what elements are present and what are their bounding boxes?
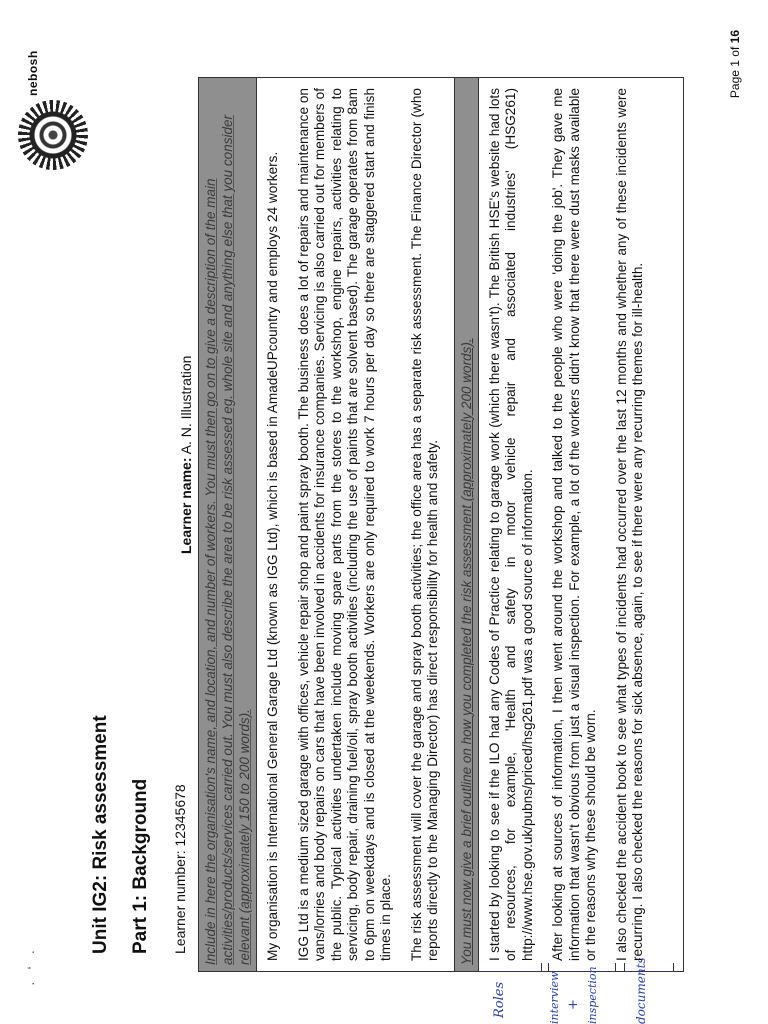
logo-globe-icon	[18, 100, 88, 170]
section1-para3: The risk assessment will cover the garage and spray booth activities; the office area has a separate risk assessment. The Finance Director (who reports directly to the Managing Director) has direct responsibility for health and safety.	[408, 88, 440, 961]
page-label: Page 1 of	[728, 46, 742, 99]
section1-para1: My organisation is International General Garage Ltd (known as IGG Ltd), which is based in AmadeUPcountry and employs 24 workers.	[265, 151, 280, 961]
section2-para3: I also checked the accident book to see what types of incidents had occurred over the last 12 months and whether any of these incidents were recurring. I also checked the reasons for sick absence, again, to see if there were any recurring themes for ill-health.	[613, 88, 645, 961]
page-number	[728, 30, 742, 98]
annotation-bracket	[478, 963, 542, 972]
content-frame	[198, 77, 684, 972]
learner-name-value: A. N. Illustration	[178, 355, 194, 455]
unit-title: Unit IG2: Risk assessment	[90, 715, 111, 954]
annotation-inspection: inspection	[586, 966, 599, 1024]
annotation-bracket	[624, 963, 674, 972]
section2-instruction: You must now give a brief outline on how you completed the risk assessment (approximately 200 words).	[454, 78, 479, 971]
learner-name-label: Learner name:	[178, 457, 194, 554]
nebosh-logo	[18, 50, 98, 170]
part-title: Part 1: Background	[130, 778, 151, 954]
section2-body	[479, 78, 669, 971]
learner-number-label: Learner number:	[172, 850, 188, 954]
logo-text: nebosh	[26, 50, 40, 96]
section1-para2: IGG Ltd is a medium sized garage with offices, vehicle repair shop and paint spray booth. The business does a lot of repairs and maintenance on vans/lorries and body repairs on cars that have been involved in accidents for insurance companies. Servicing is also carried out for members of the public. Typical activities undertaken include moving spare parts from the stores to the workshop, engine repairs, activities relating to servicing, body repair, draining fuel/oil, spray booth activities (including the use of paints that are solvent based). The garage operates from 8am to 6pm on weekdays and is closed at the weekends. Workers are only required to work 7 hours per day so there are staggered start and finish times in place.	[295, 88, 393, 961]
section1-instruction: Include in here the organisation's name, and location, and number of workers. You must then go on to give a description of the main activities/products/services carried out. You must also describe the area to be risk assessed eg. whole site and anything else that you consider relevant (approximately 150 to 200 words).	[199, 78, 257, 971]
section1-body	[257, 78, 454, 971]
section2-para2: After looking at sources of information, I then went around the workshop and talked to the people who were 'doing the job'. They gave me information that wasn't obvious from just a visual inspection. For example, a lot of the workers didn't know that there were dust masks available or the reasons why these should be worn.	[550, 88, 598, 961]
annotation-interview: interview	[548, 971, 561, 1024]
annotation-documents: documents	[634, 957, 648, 1024]
learner-name	[178, 356, 194, 554]
learner-number	[172, 784, 188, 954]
annotation-plus: +	[566, 999, 581, 1010]
section2-para1: I started by looking to see if the ILO had any Codes of Practice relating to garage work (which there wasn't). The British HSE's website had lots of resources, for example, 'Health and safety in motor vehicle repair and associated industries' (HSG261) http://www.hse.gov.uk/pubns/priced/hsg261.pdf was a good source of information.	[486, 88, 535, 961]
page-total: 16	[728, 30, 742, 44]
stray-marks: · ‘ ·	[24, 945, 40, 986]
annotation-roles: Roles	[492, 981, 507, 1018]
learner-number-value: 12345678	[172, 784, 188, 847]
